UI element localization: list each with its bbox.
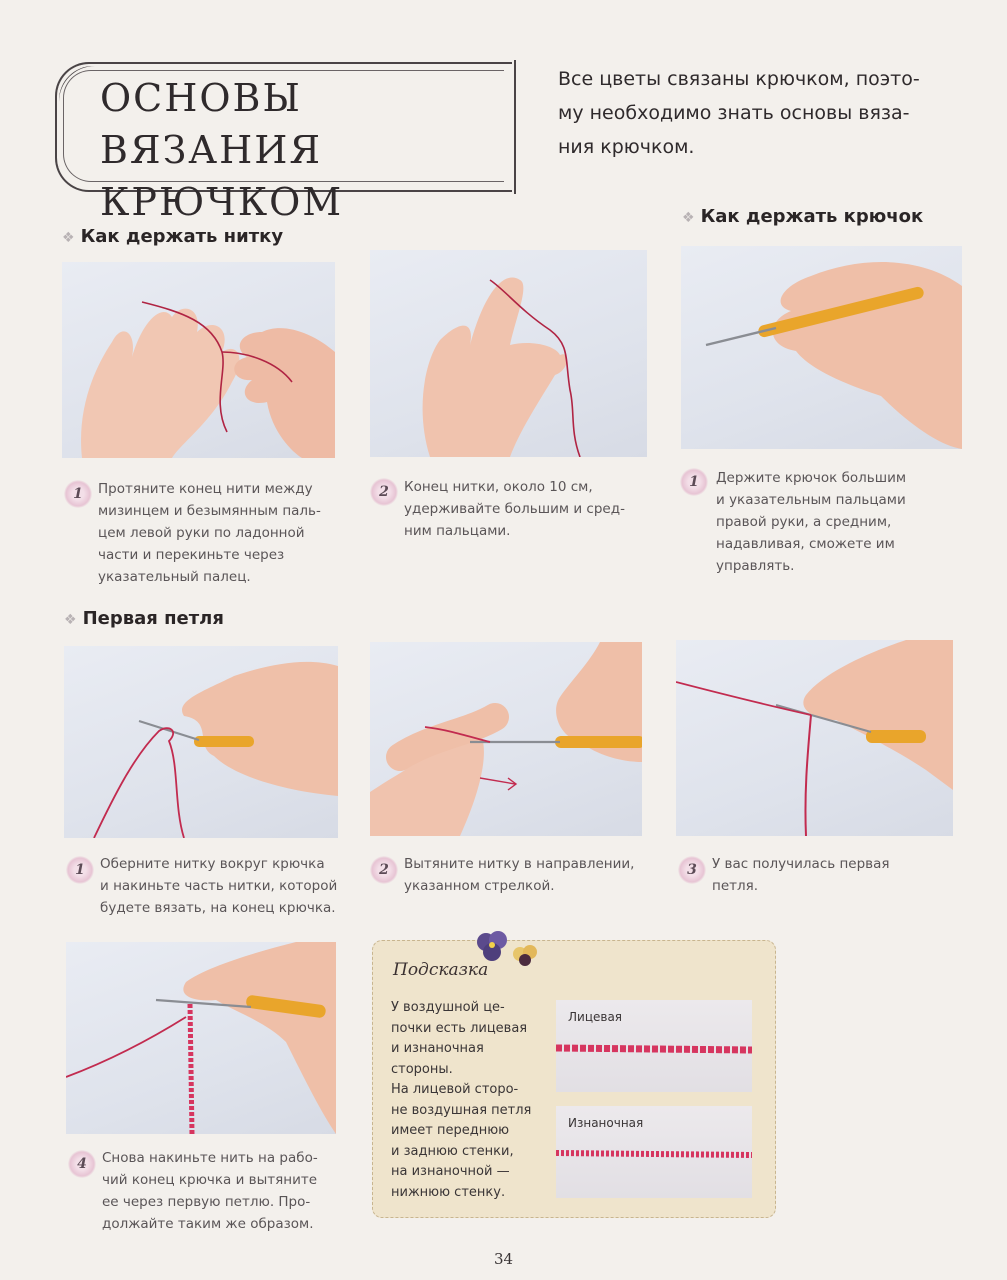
photo-hold-thread-2 [370,250,647,457]
intro-line: Все цветы связаны крючком, поэто- [558,68,920,90]
page-title-line-1: ОСНОВЫ ВЯЗАНИЯ [100,76,323,172]
caption-first-loop-3: У вас получилась первая петля. [712,856,890,894]
photo-hold-thread-1 [62,262,335,458]
step-number-badge: 4 [70,1152,94,1176]
step-number-badge: 1 [682,470,706,494]
step-number-badge: 2 [372,858,396,882]
bullet-diamond-icon: ❖ [62,230,75,246]
photo-first-loop-3 [676,640,953,836]
section-heading-hold-thread: ❖ Как держать нитку [62,226,284,247]
page-title [100,72,500,228]
chain-back-illustration [556,1106,752,1198]
chain-front-illustration [556,1000,752,1092]
photo-first-loop-2 [370,642,642,836]
hand-thread-illustration [370,250,647,457]
section-heading-first-loop: ❖ Первая петля [64,608,224,629]
caption-first-loop-1: Оберните нитку вокруг крючка и накиньте часть нитки, которой будете вязать, на конец крючка. [100,856,338,916]
section-heading-hold-hook: ❖ Как держать крючок [682,206,924,227]
sample-back [556,1106,752,1198]
caption-hold-hook-1: Держите крючок большим и указательным пальцами правой руки, а средним, надавливая, сможете им управлять. [716,470,907,574]
intro-line: му необходимо знать основы вяза- [558,102,910,124]
intro-text [558,62,968,164]
sample-front [556,1000,752,1092]
step-number-badge: 3 [680,858,704,882]
sample-front-label: Лицевая [568,1010,623,1024]
hand-hook-illustration [681,246,962,449]
step-number-badge: 2 [372,480,396,504]
bullet-diamond-icon: ❖ [682,210,695,226]
photo-hold-hook [681,246,962,449]
chain-illustration [66,942,336,1134]
caption-hold-thread-1: Протяните конец нити между мизинцем и безымянным паль- цем левой руки по ладонной части и перекиньте через указательный палец. [98,481,321,585]
photo-first-loop-4 [66,942,336,1134]
hook-thread-illustration [64,646,338,838]
step-number-badge: 1 [68,858,92,882]
step-number-badge: 1 [66,482,90,506]
first-loop-illustration [676,640,953,836]
caption-hold-thread-2: Конец нитки, около 10 см, удерживайте большим и сред- ним пальцами. [404,479,625,539]
page-title-line-2: КРЮЧКОМ [100,180,344,224]
hands-thread-illustration [62,262,335,458]
caption-first-loop-4: Снова накиньте нить на рабо- чий конец крючка и вытяните ее через первую петлю. Про- должайте таким же образом. [102,1150,318,1232]
caption-first-loop-2: Вытяните нитку в направлении, указанном стрелкой. [404,856,635,894]
pull-thread-illustration [370,642,642,836]
page-number: 34 [493,1250,514,1268]
hint-title: Подсказка [393,960,489,980]
intro-line: ния крючком. [558,136,695,158]
sample-back-label: Изнаночная [568,1116,644,1130]
hint-text: У воздушной це- почки есть лицевая и изнаночная стороны. На лицевой сторо- не воздушная петля имеет переднюю и заднюю стенки, на изнаночной — нижнюю стенку. [391,1000,532,1200]
photo-first-loop-1 [64,646,338,838]
bullet-diamond-icon: ❖ [64,612,77,628]
